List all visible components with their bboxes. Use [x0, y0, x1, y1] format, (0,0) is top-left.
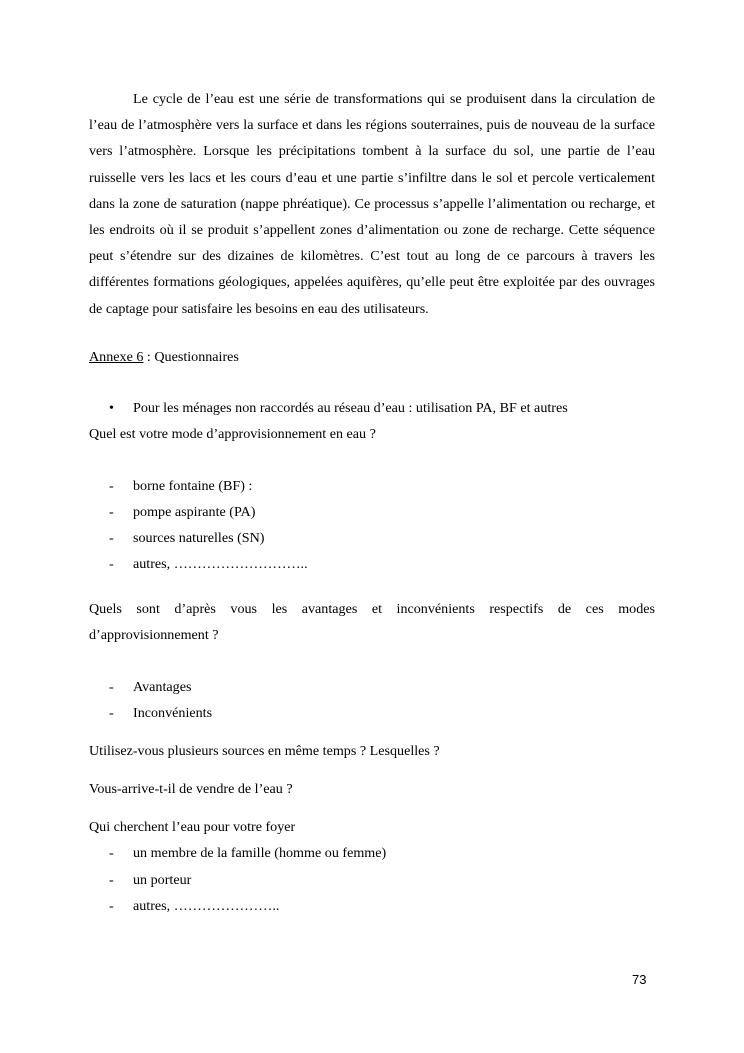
dash-icon: -	[109, 556, 114, 573]
option-item: - Avantages	[89, 674, 655, 700]
question-1-options	[89, 473, 655, 578]
question-4: Vous-arrive-t-il de vendre de l’eau ?	[89, 781, 293, 798]
dash-icon: -	[109, 705, 114, 722]
annex-label: Annexe 6	[89, 348, 144, 365]
dash-icon: -	[109, 871, 114, 888]
option-item: - Inconvénients	[89, 700, 655, 726]
annex-heading	[89, 344, 655, 370]
intro-paragraph: Le cycle de l’eau est une série de transformations qui se produisent dans la circulation de l’eau de l’atmosphère vers la surface et dans les régions souterraines, puis de nouveau de la surface vers l’atmosphère. Lorsque les précipitations tombent à la surface du sol, une partie de l’eau ruisselle vers les lacs et les cours d’eau et une partie s’infiltre dans le sol et percole verticalement dans la zone de saturation (nappe phréatique). Ce processus s’appelle l’alimentation ou recharge, et les endroits où il se produit s’appellent zones d’alimentation ou zone de recharge. Cette séquence peut s’étendre sur des dizaines de kilomètres. C’est tout au long de ce parcours à travers les différentes formations géologiques, appelées aquifères, qu’elle peut être exploitée par des ouvrages de captage pour satisfaire les besoins en eau des utilisateurs.	[89, 91, 655, 317]
annex-title: : Questionnaires	[143, 348, 239, 365]
dash-icon: -	[109, 679, 114, 696]
option-item: - pompe aspirante (PA)	[89, 499, 655, 525]
question-3: Utilisez-vous plusieurs sources en même temps ? Lesquelles ?	[89, 743, 440, 760]
dash-icon: -	[109, 530, 114, 547]
option-item: - autres, ………………………..	[89, 551, 655, 577]
question-5-options	[89, 840, 655, 919]
option-item: - borne fontaine (BF) :	[89, 473, 655, 499]
bullet-icon: •	[109, 399, 114, 416]
question-2-options	[89, 674, 655, 726]
bullet-heading	[89, 395, 655, 421]
question-1: Quel est votre mode d’approvisionnement en eau ?	[89, 425, 376, 442]
document-page	[89, 86, 655, 919]
option-item: - un porteur	[89, 867, 655, 893]
question-2: Quels sont d’après vous les avantages et inconvénients respectifs de ces modes d’approvisionnement ?	[89, 600, 655, 643]
dash-icon: -	[109, 897, 114, 914]
dash-icon: -	[109, 477, 114, 494]
question-5: Qui cherchent l’eau pour votre foyer	[89, 819, 296, 836]
dash-icon: -	[109, 845, 114, 862]
page-number: 73	[632, 972, 647, 987]
option-item: - sources naturelles (SN)	[89, 525, 655, 551]
option-item: - autres, …………………..	[89, 893, 655, 919]
bullet-heading-text: Pour les ménages non raccordés au réseau d’eau : utilisation PA, BF et autres	[133, 399, 568, 416]
dash-icon: -	[109, 504, 114, 521]
option-item: - un membre de la famille (homme ou femme)	[89, 840, 655, 866]
